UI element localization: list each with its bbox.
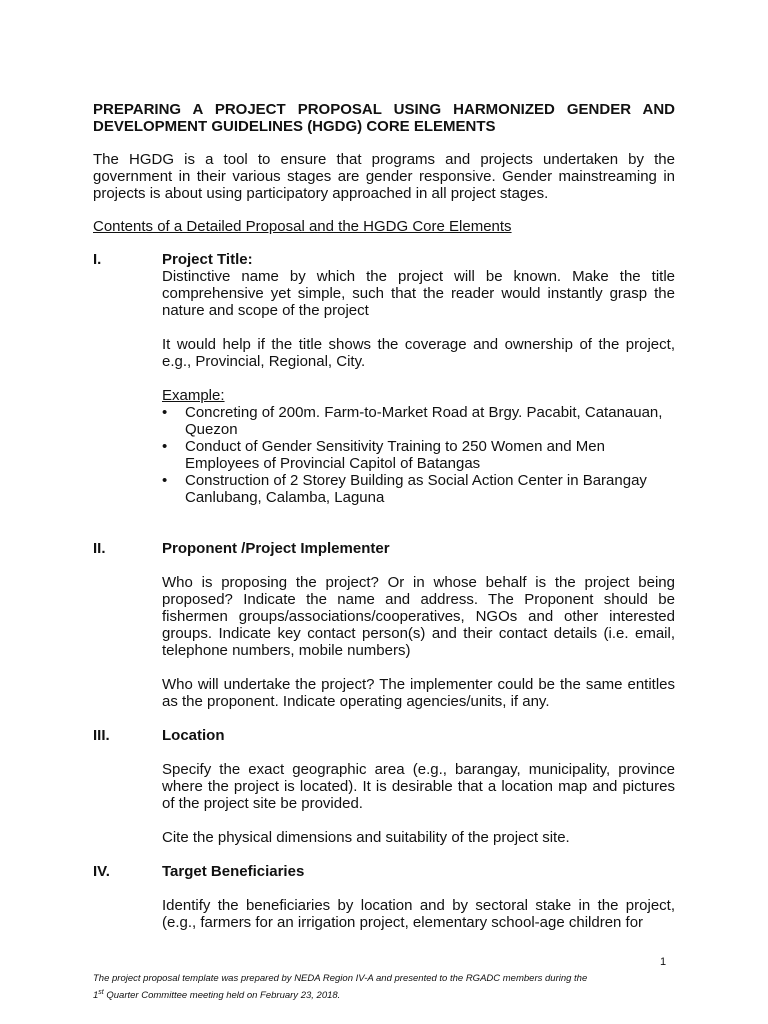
section-heading: Proponent /Project Implementer: [162, 540, 390, 557]
list-item: [162, 438, 675, 472]
footer-ordinal-suffix: st: [98, 989, 104, 996]
section-number: II.: [93, 540, 106, 557]
section-proponent: [93, 540, 675, 710]
bullet-icon: •: [162, 438, 168, 455]
section-paragraph: Specify the exact geographic area (e.g., barangay, municipality, province where the project is located). It is desirable that a location map and pictures of the project site be provided.: [162, 761, 675, 812]
footer-line: [93, 986, 683, 1003]
footer-line: The project proposal template was prepared by NEDA Region IV-A and presented to the RGADC members during the: [93, 973, 588, 984]
section-heading: Target Beneficiaries: [162, 863, 305, 880]
example-label: Example:: [162, 387, 225, 404]
section-paragraph: Identify the beneficiaries by location and by sectoral stake in the project, (e.g., farmers for an irrigation project, elementary school-age children for: [162, 897, 675, 931]
section-paragraph: Distinctive name by which the project will be known. Make the title comprehensive yet simple, such that the reader would instantly grasp the nature and scope of the project: [162, 268, 675, 319]
contents-heading: Contents of a Detailed Proposal and the HGDG Core Elements: [93, 218, 512, 235]
section-paragraph: It would help if the title shows the coverage and ownership of the project, e.g., Provincial, Regional, City.: [162, 336, 675, 370]
example-text: Construction of 2 Storey Building as Social Action Center in Barangay Canlubang, Calamba, Laguna: [185, 472, 647, 506]
section-location: [93, 727, 675, 846]
section-number: IV.: [93, 863, 110, 880]
list-item: [162, 404, 675, 438]
bullet-icon: •: [162, 404, 168, 421]
example-text: Conduct of Gender Sensitivity Training to 250 Women and Men Employees of Provincial Capitol of Batangas: [185, 438, 605, 472]
section-heading: Project Title:: [162, 251, 253, 268]
footer-ordinal-number: 1: [93, 990, 99, 1002]
document-body: [93, 101, 675, 931]
section-paragraph: Who will undertake the project? The implementer could be the same entitles as the proponent. Indicate operating agencies/units, if any.: [162, 676, 675, 710]
footer-line-rest: Quarter Committee meeting held on February 23, 2018.: [103, 990, 341, 1002]
section-paragraph: Cite the physical dimensions and suitability of the project site.: [162, 829, 570, 846]
section-project-title: [93, 251, 675, 506]
example-list: [162, 404, 675, 506]
example-text: Concreting of 200m. Farm-to-Market Road at Brgy. Pacabit, Catanauan, Quezon: [185, 404, 663, 438]
page-number: 1: [660, 956, 667, 968]
intro-paragraph: The HGDG is a tool to ensure that programs and projects undertaken by the government in their various stages are gender responsive. Gender mainstreaming in projects is about using participatory approached in all project stages.: [93, 151, 675, 202]
section-paragraph: Who is proposing the project? Or in whose behalf is the project being proposed? Indicate the name and address. The Proponent should be fishermen groups/associations/cooperatives, NGOs and other interested groups. Indicate key contact person(s) and their contact details (i.e. email, telephone numbers, mobile numbers): [162, 574, 675, 659]
footer-note: [93, 972, 683, 1003]
section-number: I.: [93, 251, 102, 268]
list-item: [162, 472, 675, 506]
section-target-beneficiaries: [93, 863, 675, 931]
section-heading: Location: [162, 727, 225, 744]
document-title: PREPARING A PROJECT PROPOSAL USING HARMONIZED GENDER AND DEVELOPMENT GUIDELINES (HGDG) CORE ELEMENTS: [93, 101, 675, 135]
bullet-icon: •: [162, 472, 168, 489]
section-number: III.: [93, 727, 110, 744]
